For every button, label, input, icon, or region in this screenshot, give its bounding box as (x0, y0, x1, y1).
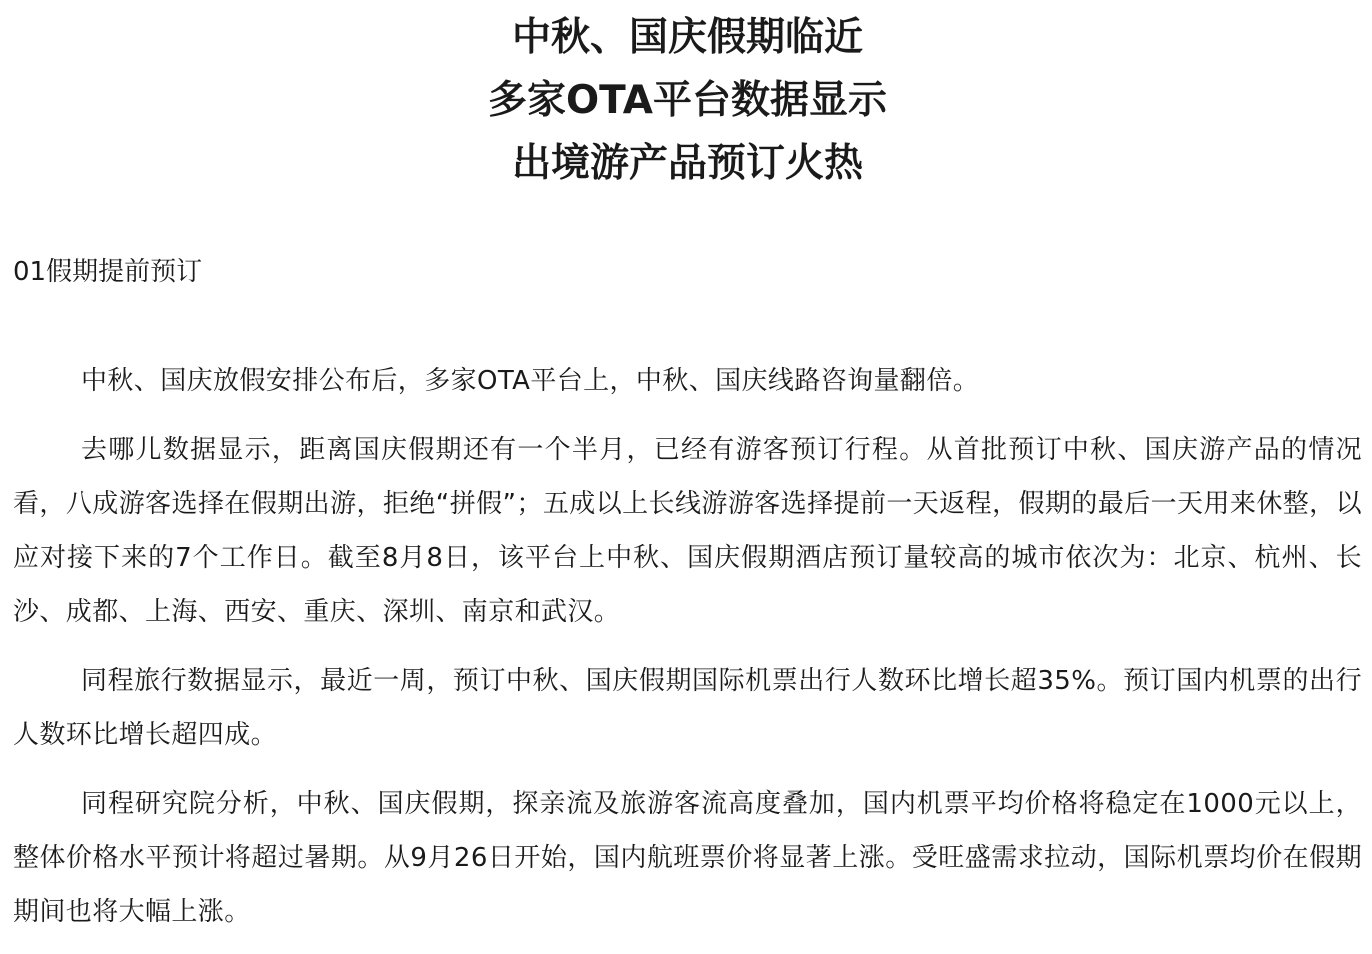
article-title-line-1: 中秋、国庆假期临近 (511, 15, 863, 60)
paragraph-4: 同程研究院分析，中秋、国庆假期，探亲流及旅游客流高度叠加，国内机票平均价格将稳定在1000元以上，整体价格水平预计将超过暑期。从9月26日开始，国内航班票价将显著上涨。受旺盛需求拉动，国际机票均价在假期期间也将大幅上涨。 (13, 789, 1362, 927)
article-title-line-2: 多家OTA平台数据显示 (488, 78, 887, 123)
section-heading: 01假期提前预订 (13, 257, 203, 287)
article-body (13, 354, 1362, 954)
paragraph-2: 去哪儿数据显示，距离国庆假期还有一个半月，已经有游客预订行程。从首批预订中秋、国庆游产品的情况看，八成游客选择在假期出游，拒绝“拼假”；五成以上长线游游客选择提前一天返程，假期的最后一天用来休整，以应对接下来的7个工作日。截至8月8日，该平台上中秋、国庆假期酒店预订量较高的城市依次为：北京、杭州、长沙、成都、上海、西安、重庆、深圳、南京和武汉。 (13, 435, 1362, 627)
paragraph-3: 同程旅行数据显示，最近一周，预订中秋、国庆假期国际机票出行人数环比增长超35%。预订国内机票的出行人数环比增长超四成。 (13, 666, 1362, 750)
paragraph-1: 中秋、国庆放假安排公布后，多家OTA平台上，中秋、国庆线路咨询量翻倍。 (81, 366, 980, 396)
article-title-line-3: 出境游产品预订火热 (511, 141, 863, 186)
article-title (13, 0, 1362, 195)
